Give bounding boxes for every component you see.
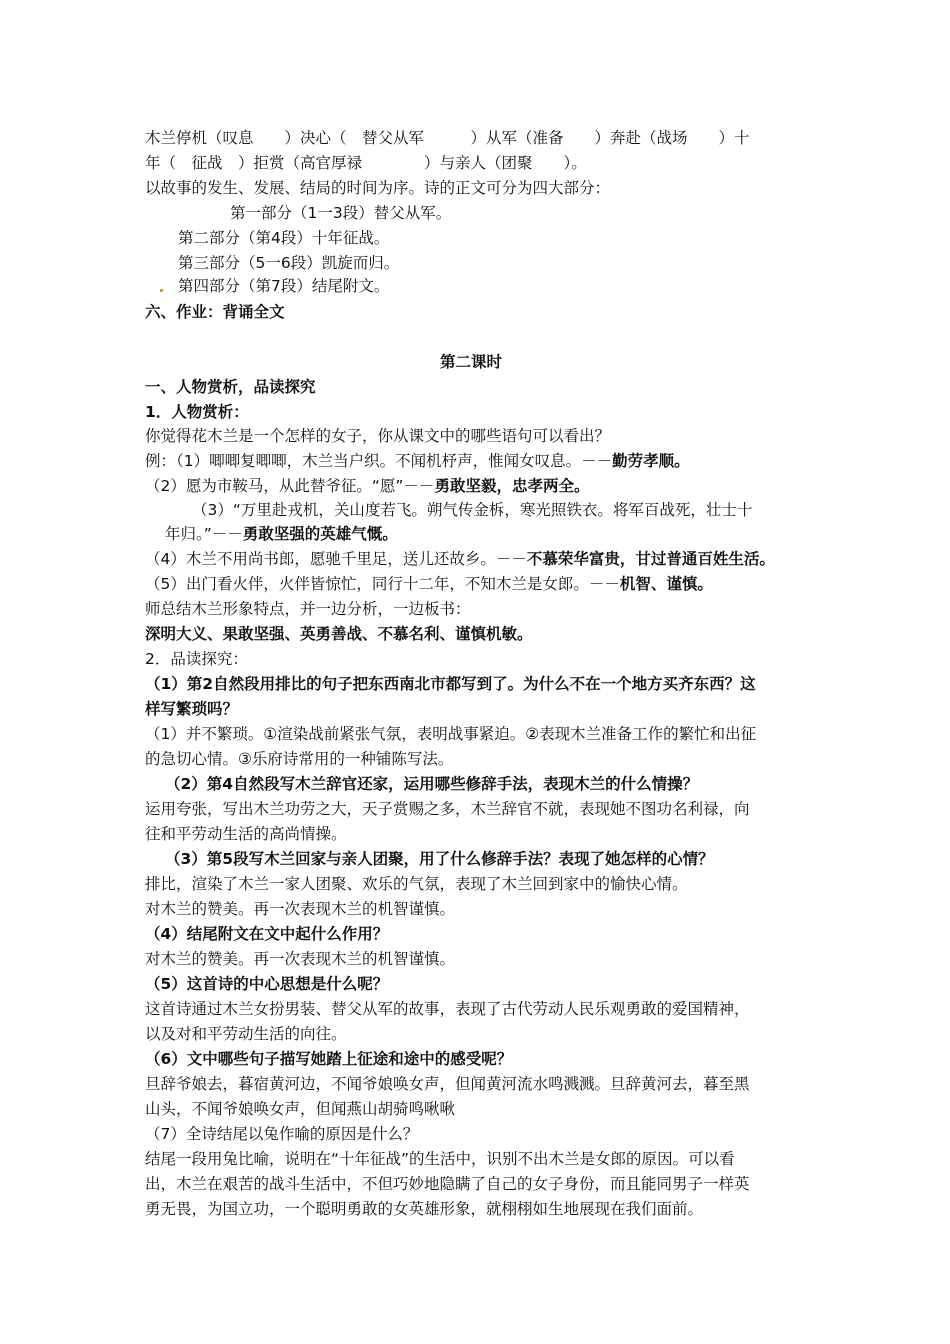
answer-5: 这首诗通过木兰女扮男装、替父从军的故事，表现了古代劳动人民乐观勇敢的爱国精神， xyxy=(145,1000,750,1018)
example-line: （4）木兰不用尚书郎，愿驰千里足，送儿还故乡。－－不慕荣华富贵，甘过普通百姓生活。 xyxy=(145,550,775,568)
section-heading: 一、人物赏析，品读探究 xyxy=(145,378,316,396)
fill-blank-line-2: 年（ 征战 ）拒赏（高官厚禄 ）与亲人（团聚 ）。 xyxy=(145,154,587,172)
question-4: （4）结尾附文在文中起什么作用？ xyxy=(145,925,389,943)
fill-blank-line-1: 木兰停机（叹息 ）决心（ 替父从军 ）从军（准备 ）奔赴（战场 ）十 xyxy=(145,129,750,147)
subheading: 1．人物赏析： xyxy=(145,403,249,421)
homework-heading: 六、作业：背诵全文 xyxy=(145,303,285,321)
answer-3: 排比，渲染了木兰一家人团聚、欢乐的气氛，表现了木兰回到家中的愉快心情。 xyxy=(145,875,688,893)
question-text: 你觉得花木兰是一个怎样的女子，你从课文中的哪些语句可以看出？ xyxy=(145,427,611,445)
answer-5-cont: 以及对和平劳动生活的向往。 xyxy=(145,1025,347,1043)
question-7: （7）全诗结尾以兔作喻的原因是什么？ xyxy=(145,1125,419,1143)
example-line: （2）愿为市鞍马，从此替爷征。“愿”－－勇敢坚毅，忠孝两全。 xyxy=(145,477,590,495)
summary-text: 师总结木兰形象特点，并一边分析，一边板书： xyxy=(145,600,471,618)
section-item: 第二部分（第4段）十年征战。 xyxy=(178,229,390,247)
bullet-dot xyxy=(160,289,163,292)
question-1-cont: 样写繁琐吗？ xyxy=(145,700,239,718)
answer-7: 结尾一段用兔比喻，说明在“十年征战”的生活中，识别不出木兰是女郎的原因。可以看 xyxy=(145,1150,735,1168)
answer-7-cont: 勇无畏，为国立功，一个聪明勇敢的女英雄形象，就栩栩如生地展现在我们面前。 xyxy=(145,1200,704,1218)
answer-4: 对木兰的赞美。再一次表现木兰的机智谨慎。 xyxy=(145,950,456,968)
section-item: 第四部分（第7段）结尾附文。 xyxy=(178,277,390,295)
question-6: （6）文中哪些句子描写她踏上征途和途中的感受呢？ xyxy=(145,1050,513,1068)
lesson-title: 第二课时 xyxy=(440,353,503,371)
structure-intro: 以故事的发生、发展、结局的时间为序。诗的正文可分为四大部分： xyxy=(145,179,611,197)
section-item: 第三部分（5一6段）凯旋而归。 xyxy=(178,254,400,272)
answer-2: 运用夸张，写出木兰功劳之大，天子赏赐之多，木兰辞官不就，表现她不图功名利禄，向 xyxy=(145,800,750,818)
answer-1: （1）并不繁琐。①渲染战前紧张气氛，表明战事紧迫。②表现木兰准备工作的繁忙和出征 xyxy=(145,725,757,743)
example-line: （5）出门看火伴，火伴皆惊忙，同行十二年，不知木兰是女郎。－－机智、谨慎。 xyxy=(145,575,713,593)
subheading: 2．品读探究： xyxy=(145,650,248,668)
answer-2-cont: 往和平劳动生活的高尚情操。 xyxy=(145,825,347,843)
question-2: （2）第4自然段写木兰辞官还家，运用哪些修辞手法，表现木兰的什么情操？ xyxy=(165,775,699,793)
example-line: （3）“万里赴戎机，关山度若飞。朔气传金柝，寒光照铁衣。将军百战死，壮士十 xyxy=(192,501,753,519)
answer-3-cont: 对木兰的赞美。再一次表现木兰的机智谨慎。 xyxy=(145,900,456,918)
section-item: 第一部分（1一3段）替父从军。 xyxy=(230,204,452,222)
question-1: （1）第2自然段用排比的句子把东西南北市都写到了。为什么不在一个地方买齐东西？这 xyxy=(145,675,756,693)
answer-1-cont: 的急切心情。③乐府诗常用的一种铺陈写法。 xyxy=(145,750,454,768)
example-line: 例：（1）唧唧复唧唧，木兰当户织。不闻机杼声，惟闻女叹息。－－勤劳孝顺。 xyxy=(145,452,690,470)
example-line: 年归。”－－勇敢坚强的英雄气慨。 xyxy=(165,525,398,543)
answer-6: 旦辞爷娘去，暮宿黄河边，不闻爷娘唤女声，但闻黄河流水鸣溅溅。旦辞黄河去，暮至黑 xyxy=(145,1075,750,1093)
answer-6-cont: 山头，不闻爷娘唤女声，但闻燕山胡骑鸣啾啾 xyxy=(145,1100,456,1118)
question-5: （5）这首诗的中心思想是什么呢？ xyxy=(145,975,389,993)
answer-7-cont: 出，木兰在艰苦的战斗生活中，不但巧妙地隐瞒了自己的女子身份，而且能同男子一样英 xyxy=(145,1175,750,1193)
summary-bold: 深明大义、果敢坚强、英勇善战、不慕名利、谨慎机敏。 xyxy=(145,625,533,643)
question-3: （3）第5段写木兰回家与亲人团聚，用了什么修辞手法？表现了她怎样的心情？ xyxy=(165,850,714,868)
